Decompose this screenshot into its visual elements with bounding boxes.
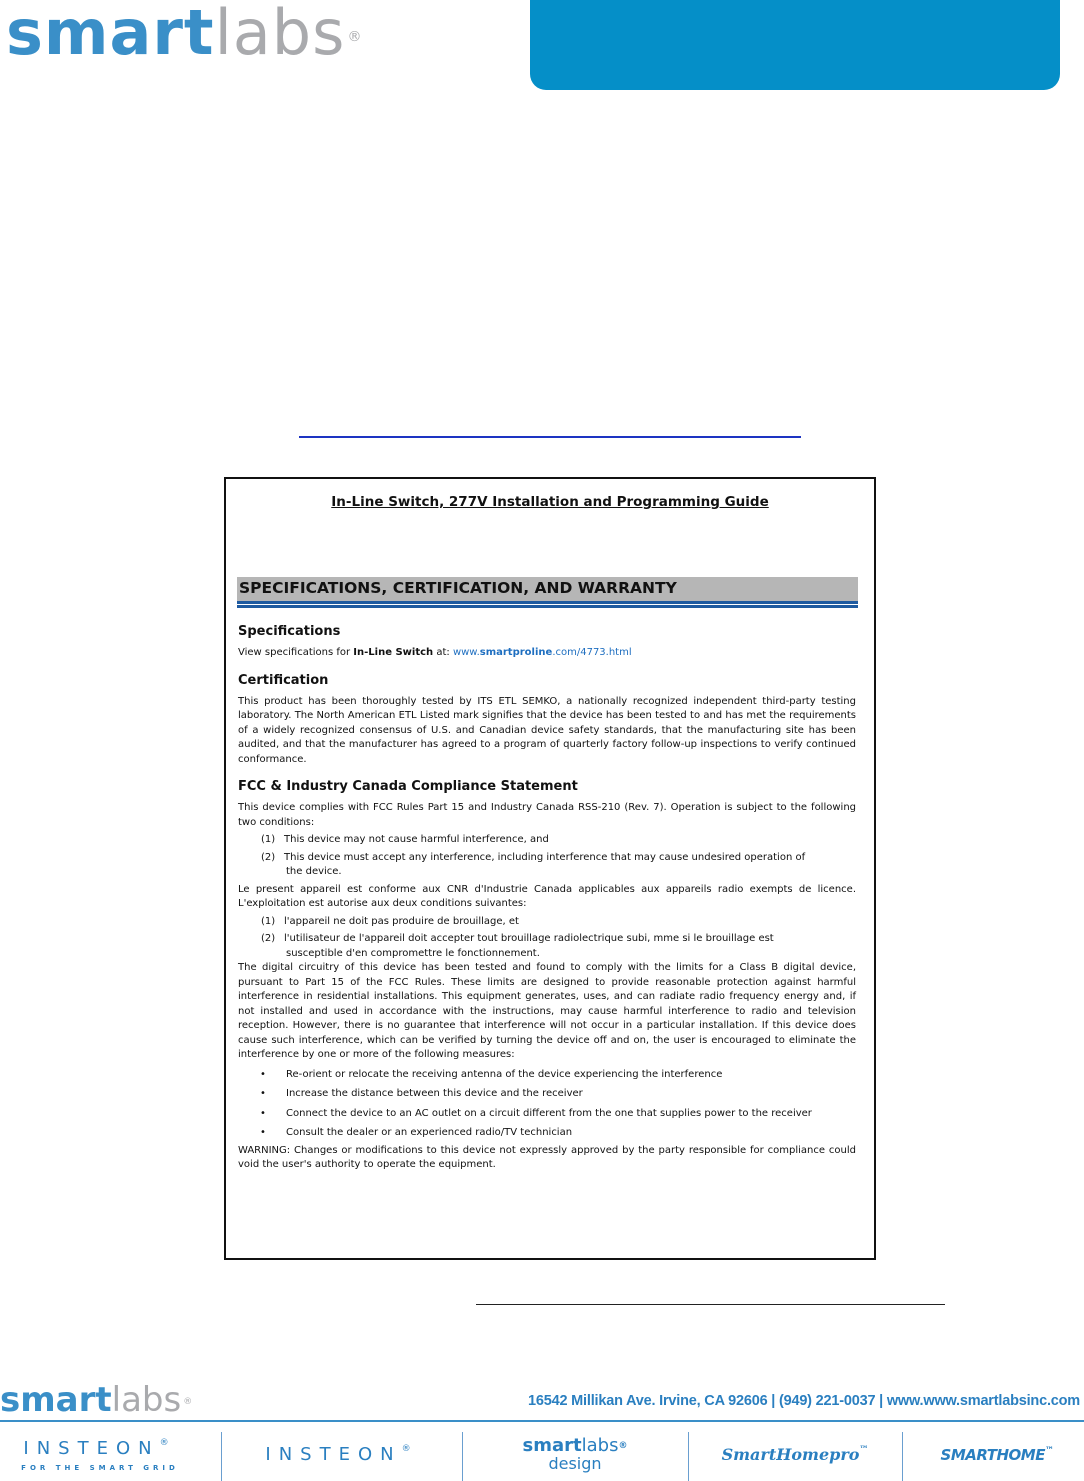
measure-text: Re-orient or relocate the receiving antenna of the device experiencing the interference xyxy=(286,1068,723,1080)
bullet-icon: • xyxy=(260,1127,266,1138)
condition-number: (2) xyxy=(261,933,276,944)
bullet-icon: • xyxy=(260,1068,266,1080)
measure-item xyxy=(238,1126,856,1141)
design-subtitle: design xyxy=(548,1453,602,1473)
hyperlink-underline[interactable] xyxy=(476,1304,945,1305)
brand-logos-row xyxy=(0,1428,1084,1481)
smartlabs-logo xyxy=(6,0,363,69)
condition-continuation: susceptible d'en compromettre le fonctionnement. xyxy=(286,947,540,959)
french-condition-item xyxy=(238,915,856,930)
design-smart-text: smart xyxy=(522,1434,582,1456)
specifications-heading: Specifications xyxy=(238,624,341,639)
smarthome-logo xyxy=(910,1428,1084,1481)
condition-text: l'appareil ne doit pas produire de brouillage, et xyxy=(284,915,519,927)
measure-text: Connect the device to an AC outlet on a circuit different from the one that supplies power to the receiver xyxy=(286,1107,812,1119)
section-rule xyxy=(237,605,858,608)
document-page xyxy=(224,477,876,1260)
measure-item xyxy=(238,1107,856,1122)
logo-smart-text: smart xyxy=(6,0,215,69)
measure-item xyxy=(238,1087,856,1102)
footer-address: 16542 Millikan Ave. Irvine, CA 92606 | (949) 221-0037 | www.www.smartlabsinc.com xyxy=(528,1393,1080,1409)
condition-text: This device must accept any interference, including interference that may cause undesired operation of xyxy=(284,851,806,863)
header-banner xyxy=(530,0,1060,90)
brand-divider xyxy=(902,1432,903,1481)
brand-divider xyxy=(688,1432,689,1481)
measure-text: Consult the dealer or an experienced radio/TV technician xyxy=(286,1127,573,1138)
registered-mark: ® xyxy=(618,1440,628,1451)
fcc-intro: This device complies with FCC Rules Part 15 and Industry Canada RSS-210 (Rev. 7). Operation is subject to the following two conditions: xyxy=(238,802,856,828)
logo-smart-text: smart xyxy=(0,1380,112,1420)
bullet-icon: • xyxy=(260,1088,266,1099)
condition-text: l'utilisateur de l'appareil doit accepter tout brouillage radiolectrique subi, mme si le brouillage est xyxy=(284,933,774,944)
insteon-wordmark: INSTEON xyxy=(265,1444,402,1465)
condition-continuation: the device. xyxy=(286,866,342,877)
logo-labs-text: labs xyxy=(214,0,346,69)
spec-link-pre: www. xyxy=(452,647,480,658)
section-rule xyxy=(237,601,858,604)
insteon-wordmark: INSTEON xyxy=(23,1437,160,1459)
fcc-heading: FCC & Industry Canada Compliance Statement xyxy=(238,779,578,794)
condition-number: (1) xyxy=(261,834,276,845)
insteon-logo xyxy=(232,1428,452,1481)
spec-link-post: .com/4773.html xyxy=(552,647,632,658)
french-intro: Le present appareil est conforme aux CNR d'Industrie Canada applicables aux appareils radio exempts de licence. L'exploitation est autorise aux deux conditions suivantes: xyxy=(238,883,856,909)
smartlabs-design-logo xyxy=(470,1428,680,1481)
brand-divider xyxy=(462,1432,463,1481)
registered-mark: ® xyxy=(183,1397,193,1407)
document-body xyxy=(238,624,856,1173)
measure-text: Increase the distance between this device and the receiver xyxy=(286,1088,583,1099)
document-title: In-Line Switch, 277V Installation and Programming Guide xyxy=(331,494,769,510)
section-title: SPECIFICATIONS, CERTIFICATION, AND WARRANTY xyxy=(239,579,677,597)
trademark-mark: ™ xyxy=(1044,1445,1054,1456)
registered-mark: ® xyxy=(347,29,363,45)
spec-link-bold: smartproline xyxy=(479,647,553,658)
spec-link[interactable] xyxy=(453,647,632,658)
specifications-text xyxy=(238,646,856,661)
insteon-smart-grid-logo xyxy=(0,1428,200,1481)
section-header-bar xyxy=(237,577,858,601)
registered-mark: ® xyxy=(159,1437,177,1448)
bullet-icon: • xyxy=(260,1107,266,1119)
certification-heading: Certification xyxy=(238,672,329,688)
condition-number: (2) xyxy=(261,851,276,863)
condition-item xyxy=(238,833,856,848)
insteon-tagline: FOR THE SMART GRID xyxy=(21,1463,179,1472)
spec-mid: at: xyxy=(433,647,453,658)
smarthomepro-wordmark: SmartHomepro xyxy=(721,1445,860,1464)
condition-number: (1) xyxy=(261,915,276,927)
logo-labs-text: labs xyxy=(111,1380,182,1420)
spec-prefix: View specifications for xyxy=(238,647,354,658)
french-condition-item xyxy=(238,932,856,961)
spec-product: In-Line Switch xyxy=(353,647,434,658)
registered-mark: ® xyxy=(401,1444,419,1454)
warning-text: WARNING: Changes or modifications to this device not expressly approved by the party responsible for compliance could void the user's authority to operate the equipment. xyxy=(238,1144,856,1170)
condition-item xyxy=(238,851,856,880)
measure-item xyxy=(238,1068,856,1083)
trademark-mark: ™ xyxy=(859,1445,869,1455)
footer-smartlabs-logo xyxy=(0,1380,192,1420)
certification-text: This product has been thoroughly tested by ITS ETL SEMKO, a nationally recognized independent third-party testing laboratory. The North American ETL Listed mark signifies that the device has been tested to and has met the requirements of a widely recognized consensus of U.S. and Canadian device safety standards, that the manufacturing site has been audited, and that the manufacturer has agreed to a program of quarterly factory follow-up inspections to verify continued conformance. xyxy=(238,695,856,765)
digital-device-text: The digital circuitry of this device has been tested and found to comply with the limits for a Class B digital device, pursuant to Part 15 of the FCC Rules. These limits are designed to provide reasonable protection against harmful interference in residential installations. This equipment generates, uses, and can radiate radio frequency energy and, if not installed and used in accordance with the instructions, may cause harmful interference to radio and television reception. However, there is no guarantee that interference will not occur in a particular installation. If this device does cause such interference, which can be verified by turning the device off and on, the user is encouraged to eliminate the interference by one or more of the following measures: xyxy=(238,962,856,1060)
design-labs-text: labs xyxy=(581,1434,619,1456)
brand-divider xyxy=(221,1432,222,1481)
smarthome-wordmark: SMARTHOME xyxy=(940,1445,1045,1464)
footer-divider xyxy=(0,1420,1084,1422)
hyperlink-underline[interactable] xyxy=(299,436,801,438)
condition-text: This device may not cause harmful interference, and xyxy=(284,834,549,845)
smarthomepro-logo xyxy=(695,1428,895,1481)
